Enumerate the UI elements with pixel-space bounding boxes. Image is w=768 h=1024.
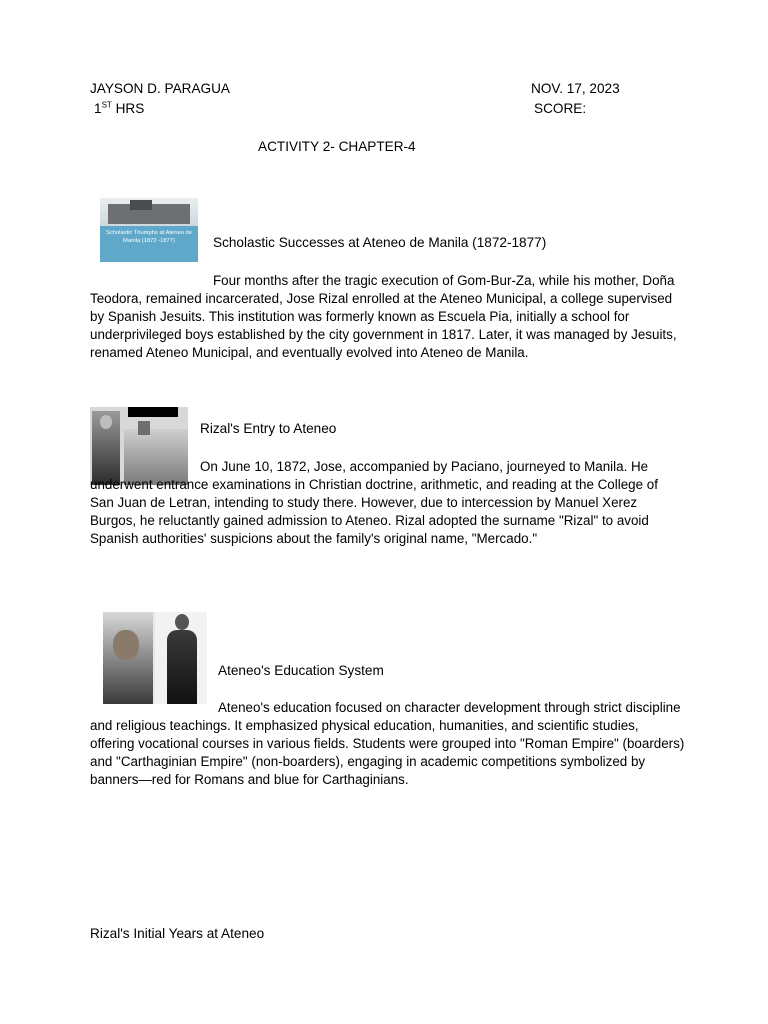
class-hours [94,100,144,118]
class-hours-number: 1 [94,101,102,116]
paragraph-text: Four months after the tragic execution of Gom-Bur-Za, while his mother, Doña Teodora, remained incarcerated, Jose Rizal enrolled at the Ateneo Municipal, a college supervised by Spanish Jesuits. This institution was formerly known as Escuela Pia, initially a school for underprivileged boys established by the city government in 1817. Later, it was managed by Jesuits, renamed Ateneo Municipal, and eventually evolved into Ateneo de Manila. [90,273,677,360]
image-robed-figure-head [175,614,189,630]
class-hours-label: HRS [115,101,145,116]
section-heading-initial-years: Rizal's Initial Years at Ateneo [90,926,265,941]
submission-date: NOV. 17, 2023 [531,81,620,96]
section-heading-education-system: Ateneo's Education System [218,663,384,678]
paragraph-text: On June 10, 1872, Jose, accompanied by Paciano, journeyed to Manila. He underwent entrance examinations in Christian doctrine, arithmetic, and reading at the College of San Juan de Letran, intending to study there. However, due to intercession by Manuel Xerez Burgos, he reluctantly gained admission to Ateneo. Rizal adopted the surname "Rizal" to avoid Spanish authorities' suspicions about the family's original name, "Mercado." [90,459,658,546]
ateneo-education-image [103,612,207,704]
section-body-scholastic-successes [90,272,685,362]
score-label: SCORE: [534,101,587,116]
image-building-tower [138,421,150,435]
section-heading-scholastic-successes: Scholastic Successes at Ateneo de Manila (1872-1877) [213,235,547,250]
section-body-education-system [90,699,685,789]
image-building-roof [130,200,152,210]
activity-title: ACTIVITY 2- CHAPTER-4 [258,139,416,154]
image-caption: Scholastic Triumphs at Ateneo de Manila (1872 -1877) [105,230,193,244]
student-name: JAYSON D. PARAGUA [90,81,230,96]
image-portrait-face [113,630,139,660]
image-person-head [100,415,112,429]
image-redaction-bar [128,407,178,417]
paragraph-text: Ateneo's education focused on character development through strict discipline and religious teachings. It emphasized physical education, humanities, and scientific studies, offering vocational courses in various fields. Students were grouped into "Roman Empire" (boarders) and "Carthaginian Empire" (non-boarders), engaging in academic competitions symbolized by banners—red for Romans and blue for Carthaginians. [90,700,685,787]
section-body-rizal-entry [90,458,685,548]
ateneo-building-image [100,198,198,262]
class-hours-superscript: ST [101,100,112,110]
section-heading-rizal-entry: Rizal's Entry to Ateneo [200,421,337,436]
image-robed-figure [167,630,197,704]
